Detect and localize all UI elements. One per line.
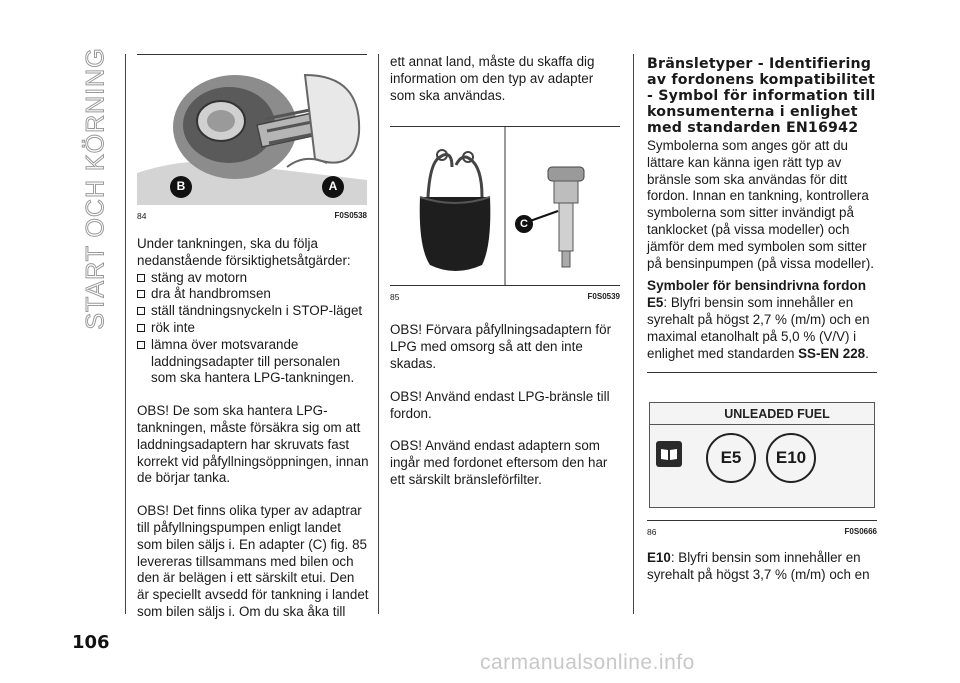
lpg-adapter-illustration: [390, 127, 620, 285]
paragraph: OBS! De som ska hantera LPG-tankningen, måste försäkra sig om att laddningsadaptern har skruvats fast korrekt vid påfyllningsöppningen, innan de börjar tanka.: [137, 403, 369, 486]
info-book-icon: [656, 441, 682, 467]
list-item: dra åt handbromsen: [137, 286, 369, 303]
e5-label: E5: [647, 295, 664, 311]
precaution-list: [137, 270, 369, 388]
fuel-banner: UNLEADED FUEL: [650, 403, 874, 425]
paragraph: OBS! Använd endast LPG-bränsle till fordon.: [390, 388, 610, 421]
chapter-side-title: START OCH KÖRNING: [81, 46, 110, 330]
figure-code: F0S0538: [334, 211, 367, 220]
paragraph: OBS! Förvara påfyllningsadaptern för LPG med omsorg så att den inte skadas.: [390, 322, 612, 371]
column-divider: [125, 54, 126, 614]
callout-label-c: C: [520, 218, 528, 231]
figure-code: F0S0539: [587, 292, 620, 302]
figure-86: [647, 372, 877, 538]
column-1: [137, 54, 369, 621]
checkbox-bullet-icon: [137, 274, 145, 282]
list-item: rök inte: [137, 320, 369, 337]
figure-number: 86: [647, 527, 657, 538]
paragraph: Symbolerna som anges gör att du lättare kan känna igen rätt typ av bränsle som ska användas för ditt fordon. Innan en tankning, kontrollera symbolerna som sitter invändigt på tanklocket (på vissa modeller) och jämför dem med symbolen som sitter på bensinpumpen (på vissa modeller).: [647, 138, 875, 271]
paragraph: OBS! Det finns olika typer av adaptrar till påfyllningspumpen enligt landet som bilen säljs i. En adapter (C) fig. 85 levereras tillsammans med bilen och den är belägen i ett särskilt etui. Den är speciellt avsedd för tankning i landet som bilen säljs i. Om du ska åka till: [137, 503, 369, 619]
column-2: [390, 54, 622, 489]
intro-text: Under tankningen, ska du följa nedanstående försiktighetsåtgärder:: [137, 236, 351, 268]
checkbox-bullet-icon: [137, 290, 145, 298]
checkbox-bullet-icon: [137, 324, 145, 332]
figure-85: [390, 126, 620, 308]
subheading: Symboler för bensindrivna fordon: [647, 278, 867, 294]
figure-84: [137, 54, 367, 226]
watermark: carmanualsonline.info: [480, 651, 695, 674]
figure-code: F0S0666: [844, 527, 877, 537]
column-divider: [633, 54, 634, 614]
checkbox-bullet-icon: [137, 341, 145, 349]
e5-description: E5: Blyfri bensin som innehåller en syrehalt på högst 2,7 % (m/m) och en maximal etanolhalt på 5,0 % (V/V) i enlighet med standarden SS-EN 228.: [647, 295, 870, 361]
list-item: stäng av motorn: [137, 270, 369, 287]
callout-label-b: B: [176, 179, 186, 193]
column-divider: [378, 54, 379, 614]
figure-number: 85: [390, 292, 400, 303]
e10-label: E10: [647, 550, 671, 566]
figure-number: 84: [137, 211, 147, 221]
column-3: [647, 54, 879, 584]
e5-circle: E5: [706, 433, 756, 483]
list-item: lämna över motsvarande laddningsadapter till personalen som ska hantera LPG-tankningen.: [137, 337, 369, 387]
standard-reference: SS-EN 228: [798, 345, 866, 361]
e10-description: E10: Blyfri bensin som innehåller en syrehalt på högst 3,7 % (m/m) och en: [647, 550, 870, 583]
paragraph: OBS! Använd endast adaptern som ingår med fordonet eftersom den har ett särskilt bränsleförfilter.: [390, 438, 608, 487]
list-item: ställ tändningsnyckeln i STOP-läget: [137, 303, 369, 320]
e10-circle: E10: [766, 433, 816, 483]
section-heading: Bränsletyper - Identifiering av fordonens kompatibilitet - Symbol för information till konsumenterna i enlighet med standarden EN16942: [647, 56, 876, 136]
checkbox-bullet-icon: [137, 307, 145, 315]
paragraph: ett annat land, måste du skaffa dig information om den typ av adapter som ska användas.: [390, 54, 595, 103]
callout-label-a: A: [328, 179, 338, 193]
page-number: 106: [72, 632, 110, 653]
fuel-label-panel: [649, 402, 875, 508]
